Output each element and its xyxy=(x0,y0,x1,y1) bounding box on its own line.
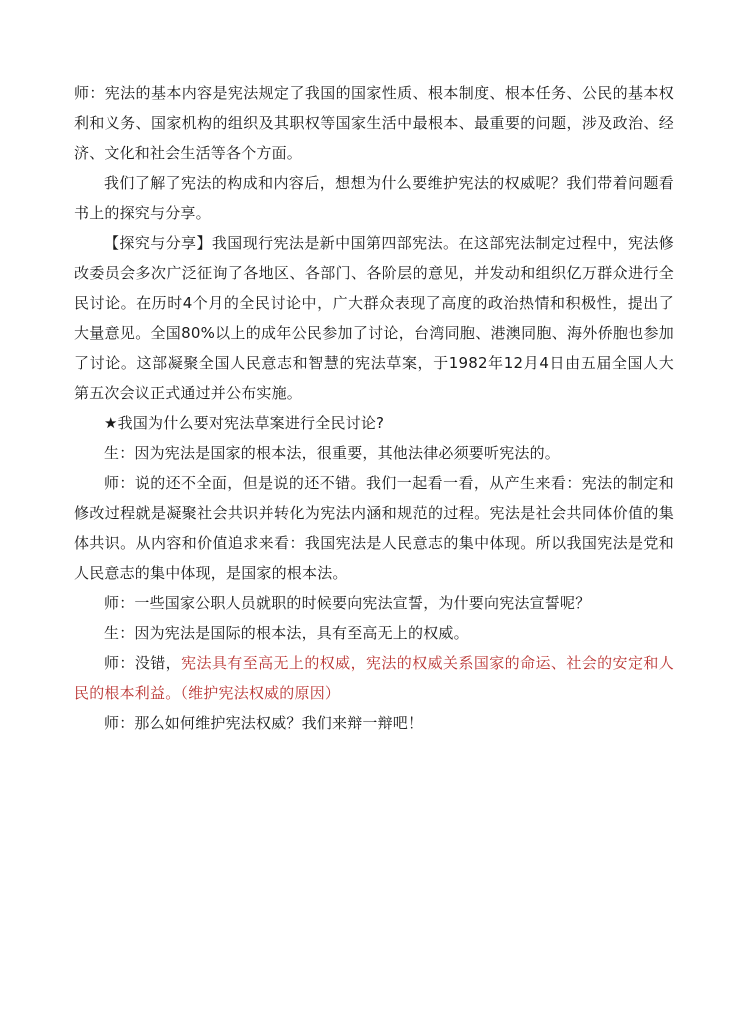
paragraph-student-answer-1: 生：因为宪法是国家的根本法，很重要，其他法律必须要听宪法的。 xyxy=(104,444,561,462)
paragraph-discussion-question: ★我国为什么要对宪法草案进行全民讨论? xyxy=(104,414,385,432)
paragraph-teacher-explanation: 师：说的还不全面，但是说的还不错。我们一起看一看，从产生来看：宪法的制定和修改过程就是凝聚社会共识并转化为宪法内涵和规范的过程。宪法是社会共同体价值的集体共识。从内容和价值追求来看：我国宪法是人民意志的集中体现。所以我国宪法是党和人民意志的集中体现，是国家的根本法。 xyxy=(74,474,674,582)
paragraph-transition-question: 我们了解了宪法的构成和内容后，想想为什么要维护宪法的权威呢？我们带着问题看书上的探究与分享。 xyxy=(74,174,674,222)
document-body xyxy=(74,78,674,738)
paragraph-explore-and-share: 【探究与分享】我国现行宪法是新中国第四部宪法。在这部宪法制定过程中，宪法修改委员会多次广泛征询了各地区、各部门、各阶层的意见，并发动和组织亿万群众进行全民讨论。在历时4个月的全民讨论中，广大群众表现了高度的政治热情和积极性，提出了大量意见。全国80%以上的成年公民参加了讨论，台湾同胞、港澳同胞、海外侨胞也参加了讨论。这部凝聚全国人民意志和智慧的宪法草案，于1982年12月4日由五届全国人大第五次会议正式通过并公布实施。 xyxy=(74,234,674,402)
paragraph-teacher-oath-question: 师：一些国家公职人员就职的时候要向宪法宣誓，为什要向宪法宣誓呢？ xyxy=(104,594,591,612)
paragraph-teacher-authority-reason xyxy=(74,648,674,708)
highlighted-authority-text: 宪法具有至高无上的权威，宪法的权威关系国家的命运、社会的安定和人民的根本利益。（维护宪法权威的原因） xyxy=(74,654,674,702)
paragraph-student-answer-2: 生：因为宪法是国际的根本法，具有至高无上的权威。 xyxy=(104,624,469,642)
paragraph-teacher-constitution-content: 师：宪法的基本内容是宪法规定了我国的国家性质、根本制度、根本任务、公民的基本权利和义务、国家机构的组织及其职权等国家生活中最根本、最重要的问题，涉及政治、经济、文化和社会生活等各个方面。 xyxy=(74,84,674,162)
teacher-prefix: 师：没错， xyxy=(104,654,182,672)
paragraph-teacher-debate-prompt: 师：那么如何维护宪法权威？我们来辩一辩吧！ xyxy=(104,714,424,732)
